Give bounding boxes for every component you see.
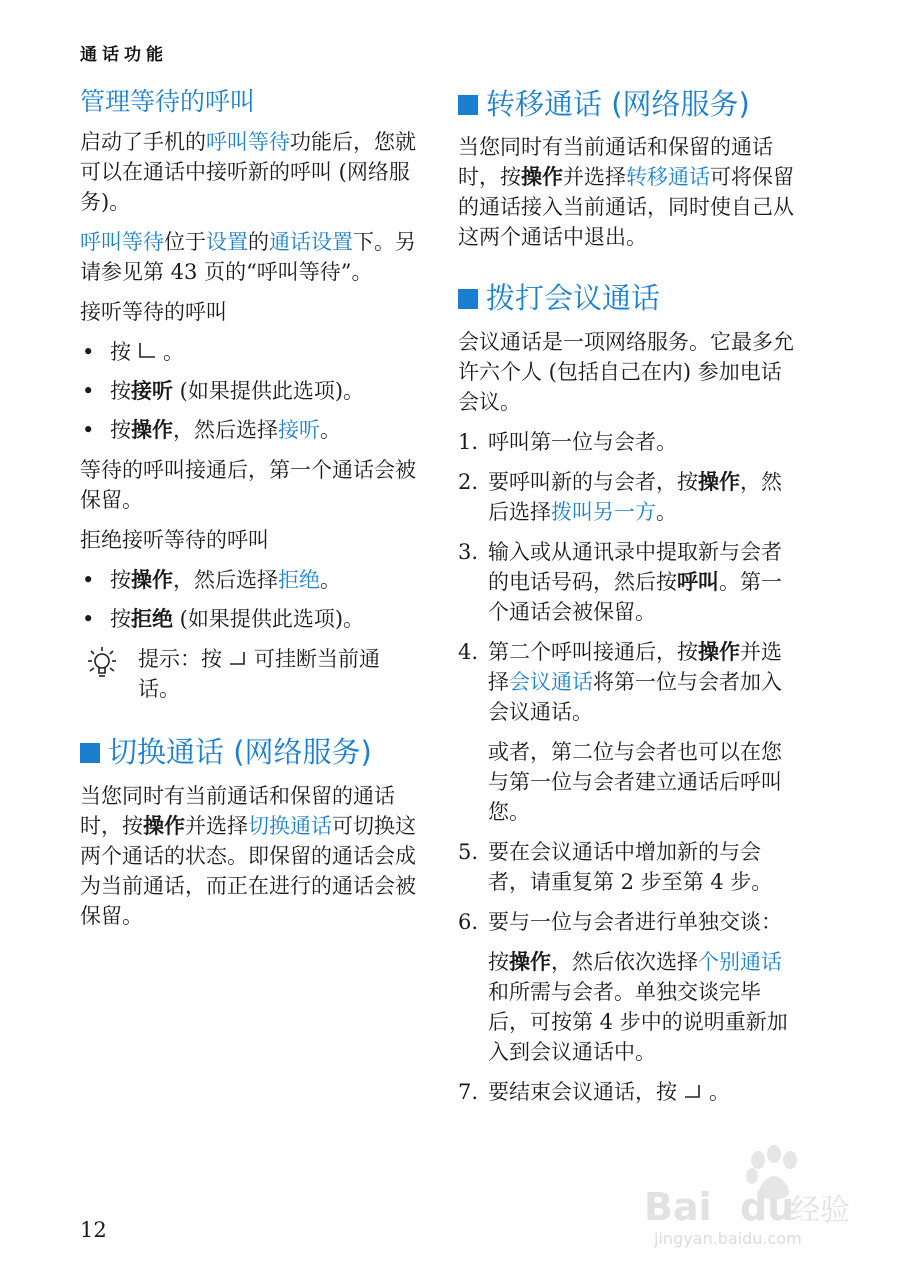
link-conference[interactable]: 会议通话: [509, 669, 593, 694]
section-title-transfer: 转移通话 (网络服务): [458, 86, 802, 122]
link-transfer[interactable]: 转移通话: [626, 165, 710, 190]
section-square-icon: [80, 743, 100, 763]
step-note: 按操作，然后依次选择个别通话和所需与会者。单独交谈完毕后，可按第 4 步中的说明重新加入到会议通话中。: [488, 948, 788, 1064]
section-square-icon: [458, 95, 478, 115]
reject-heading: 拒绝接听等待的呼叫: [80, 528, 269, 553]
link-private-call[interactable]: 个别通话: [698, 949, 782, 974]
list-item: • 按拒绝 (如果提供此选项)。: [80, 604, 420, 634]
list-item: 4. 第二个呼叫接通后，按操作并选择会议通话将第一位与会者加入会议通话。 或者，第二位与会者也可以在您与第一位与会者建立通话后呼叫您。: [458, 637, 802, 827]
waiting-hold-note: 等待的呼叫接通后，第一个通话会被保留。: [80, 458, 416, 513]
answer-list: [80, 337, 420, 445]
step-note: 或者，第二位与会者也可以在您与第一位与会者建立通话后呼叫您。: [488, 739, 782, 824]
tip-box: [80, 644, 420, 704]
list-item: 1. 呼叫第一位与会者。: [458, 429, 677, 454]
right-column: [458, 86, 802, 1117]
swap-text: 当您同时有当前通话和保留的通话时，按操作并选择切换通话可切换这两个通话的状态。即保留的通话会成为当前通话，而正在进行的通话会被保留。: [80, 783, 416, 928]
link-call-waiting-2[interactable]: 呼叫等待: [80, 230, 164, 255]
svg-text:经验: 经验: [790, 1193, 850, 1228]
link-swap[interactable]: 切换通话: [248, 813, 332, 838]
section-title-waiting: 管理等待的呼叫: [80, 87, 256, 116]
list-item: • 按 。: [80, 337, 420, 367]
section-title-swap: 切换通话 (网络服务): [80, 734, 420, 770]
link-call-settings[interactable]: 通话设置: [269, 230, 353, 255]
link-call-waiting[interactable]: 呼叫等待: [206, 130, 290, 155]
waiting-intro: 启动了手机的呼叫等待功能后，您就可以在通话中接听新的呼叫 (网络服务)。: [80, 130, 416, 215]
list-item: 3. 输入或从通讯录中提取新与会者的电话号码，然后按呼叫。第一个通话会被保留。: [458, 539, 782, 624]
conference-intro: 会议通话是一项网络服务。它最多允许六个人 (包括自己在内) 参加电话会议。: [458, 329, 794, 414]
list-item: 2. 要呼叫新的与会者，按操作，然后选择拨叫另一方。: [458, 468, 782, 524]
transfer-text: 当您同时有当前通话和保留的通话时，按操作并选择转移通话可将保留的通话接入当前通话，同时使自己从这两个通话中退出。: [458, 135, 794, 250]
conference-steps: [458, 427, 802, 1107]
list-item: • 按接听 (如果提供此选项)。: [80, 376, 420, 406]
left-column: [80, 86, 420, 941]
end-key-icon: [681, 1081, 705, 1101]
running-header: 通话功能: [80, 45, 168, 65]
list-item: 7. 要结束会议通话，按 。: [458, 1079, 730, 1104]
baidu-watermark-logo: [640, 1140, 860, 1250]
end-key-icon: [226, 648, 250, 668]
link-settings[interactable]: 设置: [206, 230, 248, 255]
link-call-another[interactable]: 拨叫另一方: [551, 499, 656, 524]
section-title-conference: 拨打会议通话: [458, 280, 802, 316]
link-answer[interactable]: 接听: [278, 418, 320, 443]
list-item: • 按操作，然后选择拒绝。: [80, 565, 420, 595]
list-item: • 按操作，然后选择接听。: [80, 415, 420, 445]
reject-list: [80, 565, 420, 634]
list-item: 5. 要在会议通话中增加新的与会者，请重复第 2 步至第 4 步。: [458, 839, 773, 894]
tip-text: 提示：按 可挂断当前通话。: [138, 647, 380, 702]
lightbulb-icon: [82, 644, 122, 684]
svg-text:jingyan.baidu.com: jingyan.baidu.com: [654, 1229, 802, 1248]
svg-text:du: du: [740, 1185, 795, 1229]
section-square-icon: [458, 289, 478, 309]
link-reject[interactable]: 拒绝: [278, 568, 320, 593]
svg-text:Bai: Bai: [644, 1185, 712, 1229]
answer-heading: 接听等待的呼叫: [80, 300, 227, 325]
call-key-icon: [135, 341, 159, 361]
page-number: 12: [80, 1218, 107, 1242]
waiting-location: 呼叫等待位于设置的通话设置下。另请参见第 43 页的“呼叫等待”。: [80, 230, 416, 285]
list-item: 6. 要与一位与会者进行单独交谈： 按操作，然后依次选择个别通话和所需与会者。单独交谈完毕后，可按第 4 步中的说明重新加入到会议通话中。: [458, 907, 802, 1067]
